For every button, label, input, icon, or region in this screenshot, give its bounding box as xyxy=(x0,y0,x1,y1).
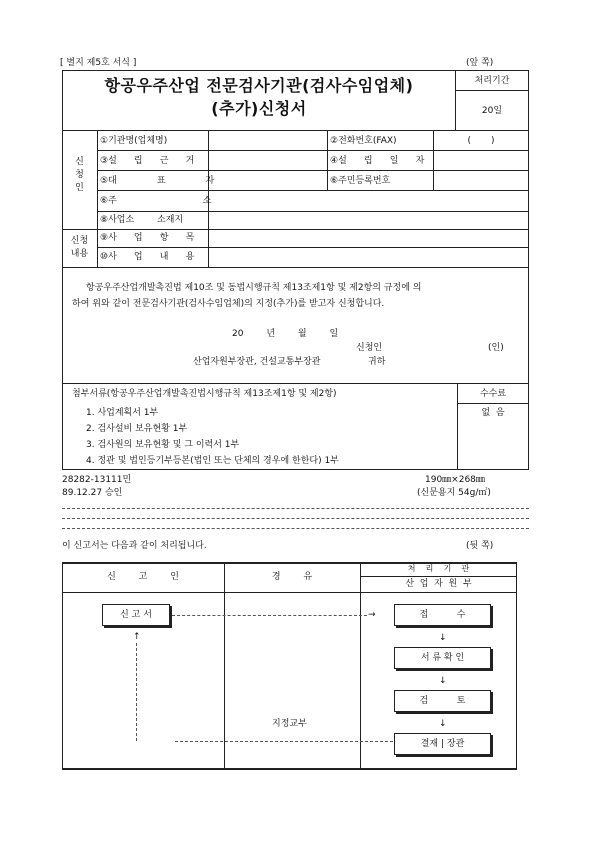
decision-box: 결재 | 장관 xyxy=(394,733,491,755)
date-line: 20 년 월 일 xyxy=(232,329,339,339)
request-section-label: 신청 내용 xyxy=(70,236,89,259)
processing-period-value: 20일 xyxy=(481,106,503,116)
col-processing-ministry: 산 업 자 원 부 xyxy=(405,579,472,589)
founding-date-label: ④설 립 일 자 xyxy=(330,156,425,166)
designation-delivery-label: 지정교부 xyxy=(272,719,307,729)
arrow-down-icon: ↓ xyxy=(439,633,447,643)
founding-basis-label: ③설 립 근 거 xyxy=(100,156,195,166)
attachment-item-4: 4. 정관 및 법인등기부등본(법인 또는 단체의 경우에 한한다) 1부 xyxy=(86,456,339,466)
processing-note: 이 신고서는 다음과 같이 처리됩니다. xyxy=(62,541,207,551)
resident-number-label: ⑥주민등록번호 xyxy=(330,176,391,186)
arrow-up-icon: ↑ xyxy=(133,632,141,642)
seal-mark: (인) xyxy=(488,343,504,353)
address-label: ⑥주 소 xyxy=(100,196,212,206)
paper-size: 190㎜×268㎜ xyxy=(425,475,485,485)
office-location-label: ⑧사업소 소재지 xyxy=(100,215,184,225)
applicant-signature-label: 신청인 xyxy=(356,343,383,353)
attachments-title: 첨부서류(항공우주산업개발촉진법시행규칙 제13조제1항 및 제2항) xyxy=(72,389,337,399)
org-name-label: ①기관명(업체명) xyxy=(100,136,168,146)
statement-line2: 하여 위와 같이 전문검사기관(검사수임업체)의 지정(추가)를 받고자 신청합니다. xyxy=(72,299,385,309)
arrow-right-icon: → xyxy=(368,610,376,620)
report-box: 신 고 서 xyxy=(102,604,170,626)
examine-box: 검 토 xyxy=(394,690,491,712)
phone-value[interactable]: ( ) xyxy=(467,136,495,146)
back-side-label: (뒷 쪽) xyxy=(466,541,494,551)
fee-value: 없 음 xyxy=(481,408,505,418)
col-via: 경 유 xyxy=(271,572,313,582)
phone-label: ②전화번호(FAX) xyxy=(330,136,397,146)
col-processing-top: 처 리 기 관 xyxy=(407,564,470,573)
business-content-label: ⑩사 업 내 용 xyxy=(100,252,195,262)
business-item-label: ⑨사 업 항 목 xyxy=(100,233,195,243)
form-title-line1: 항공우주산업 전문검사기관(검사수임업체) xyxy=(104,76,414,95)
receive-box: 접 수 xyxy=(394,604,491,626)
addressee-suffix: 귀하 xyxy=(368,357,386,367)
document-review-box: 서 류 확 인 xyxy=(394,647,491,669)
paper-type: (신문용지 54g/㎡) xyxy=(417,488,491,498)
form-title xyxy=(64,74,454,120)
separator-dashes xyxy=(62,508,529,509)
processing-period-label: 처리기간 xyxy=(474,76,510,86)
form-number-tag: [ 별지 제5호 서식 ] xyxy=(60,58,137,68)
footer-code: 28282-13111민 xyxy=(62,475,132,485)
col-reporter: 신 고 인 xyxy=(107,572,179,582)
statement-line1: 항공우주산업개발촉진법 제10조 및 동법시행규칙 제13조제1항 및 제2항의 규정에 의 xyxy=(86,283,422,293)
attachment-item-3: 3. 검사원의 보유현황 및 그 이력서 1부 xyxy=(86,440,240,450)
attachment-item-2: 2. 검사설비 보유현황 1부 xyxy=(86,424,188,434)
footer-approval: 89.12.27 승인 xyxy=(62,488,123,498)
representative-label: ⑤대 표 자 xyxy=(100,176,215,186)
fee-label: 수수료 xyxy=(479,389,507,399)
front-side-label: (앞 쪽) xyxy=(466,58,494,68)
applicant-section-label: 신 청 인 xyxy=(75,157,84,193)
arrow-down-icon: ↓ xyxy=(439,719,447,729)
arrow-down-icon: ↓ xyxy=(439,676,447,686)
form-title-line2: (추가)신청서 xyxy=(211,99,307,118)
attachment-item-1: 1. 사업계획서 1부 xyxy=(86,408,159,418)
addressee: 산업자원부장관, 건설교통부장관 xyxy=(193,357,321,367)
